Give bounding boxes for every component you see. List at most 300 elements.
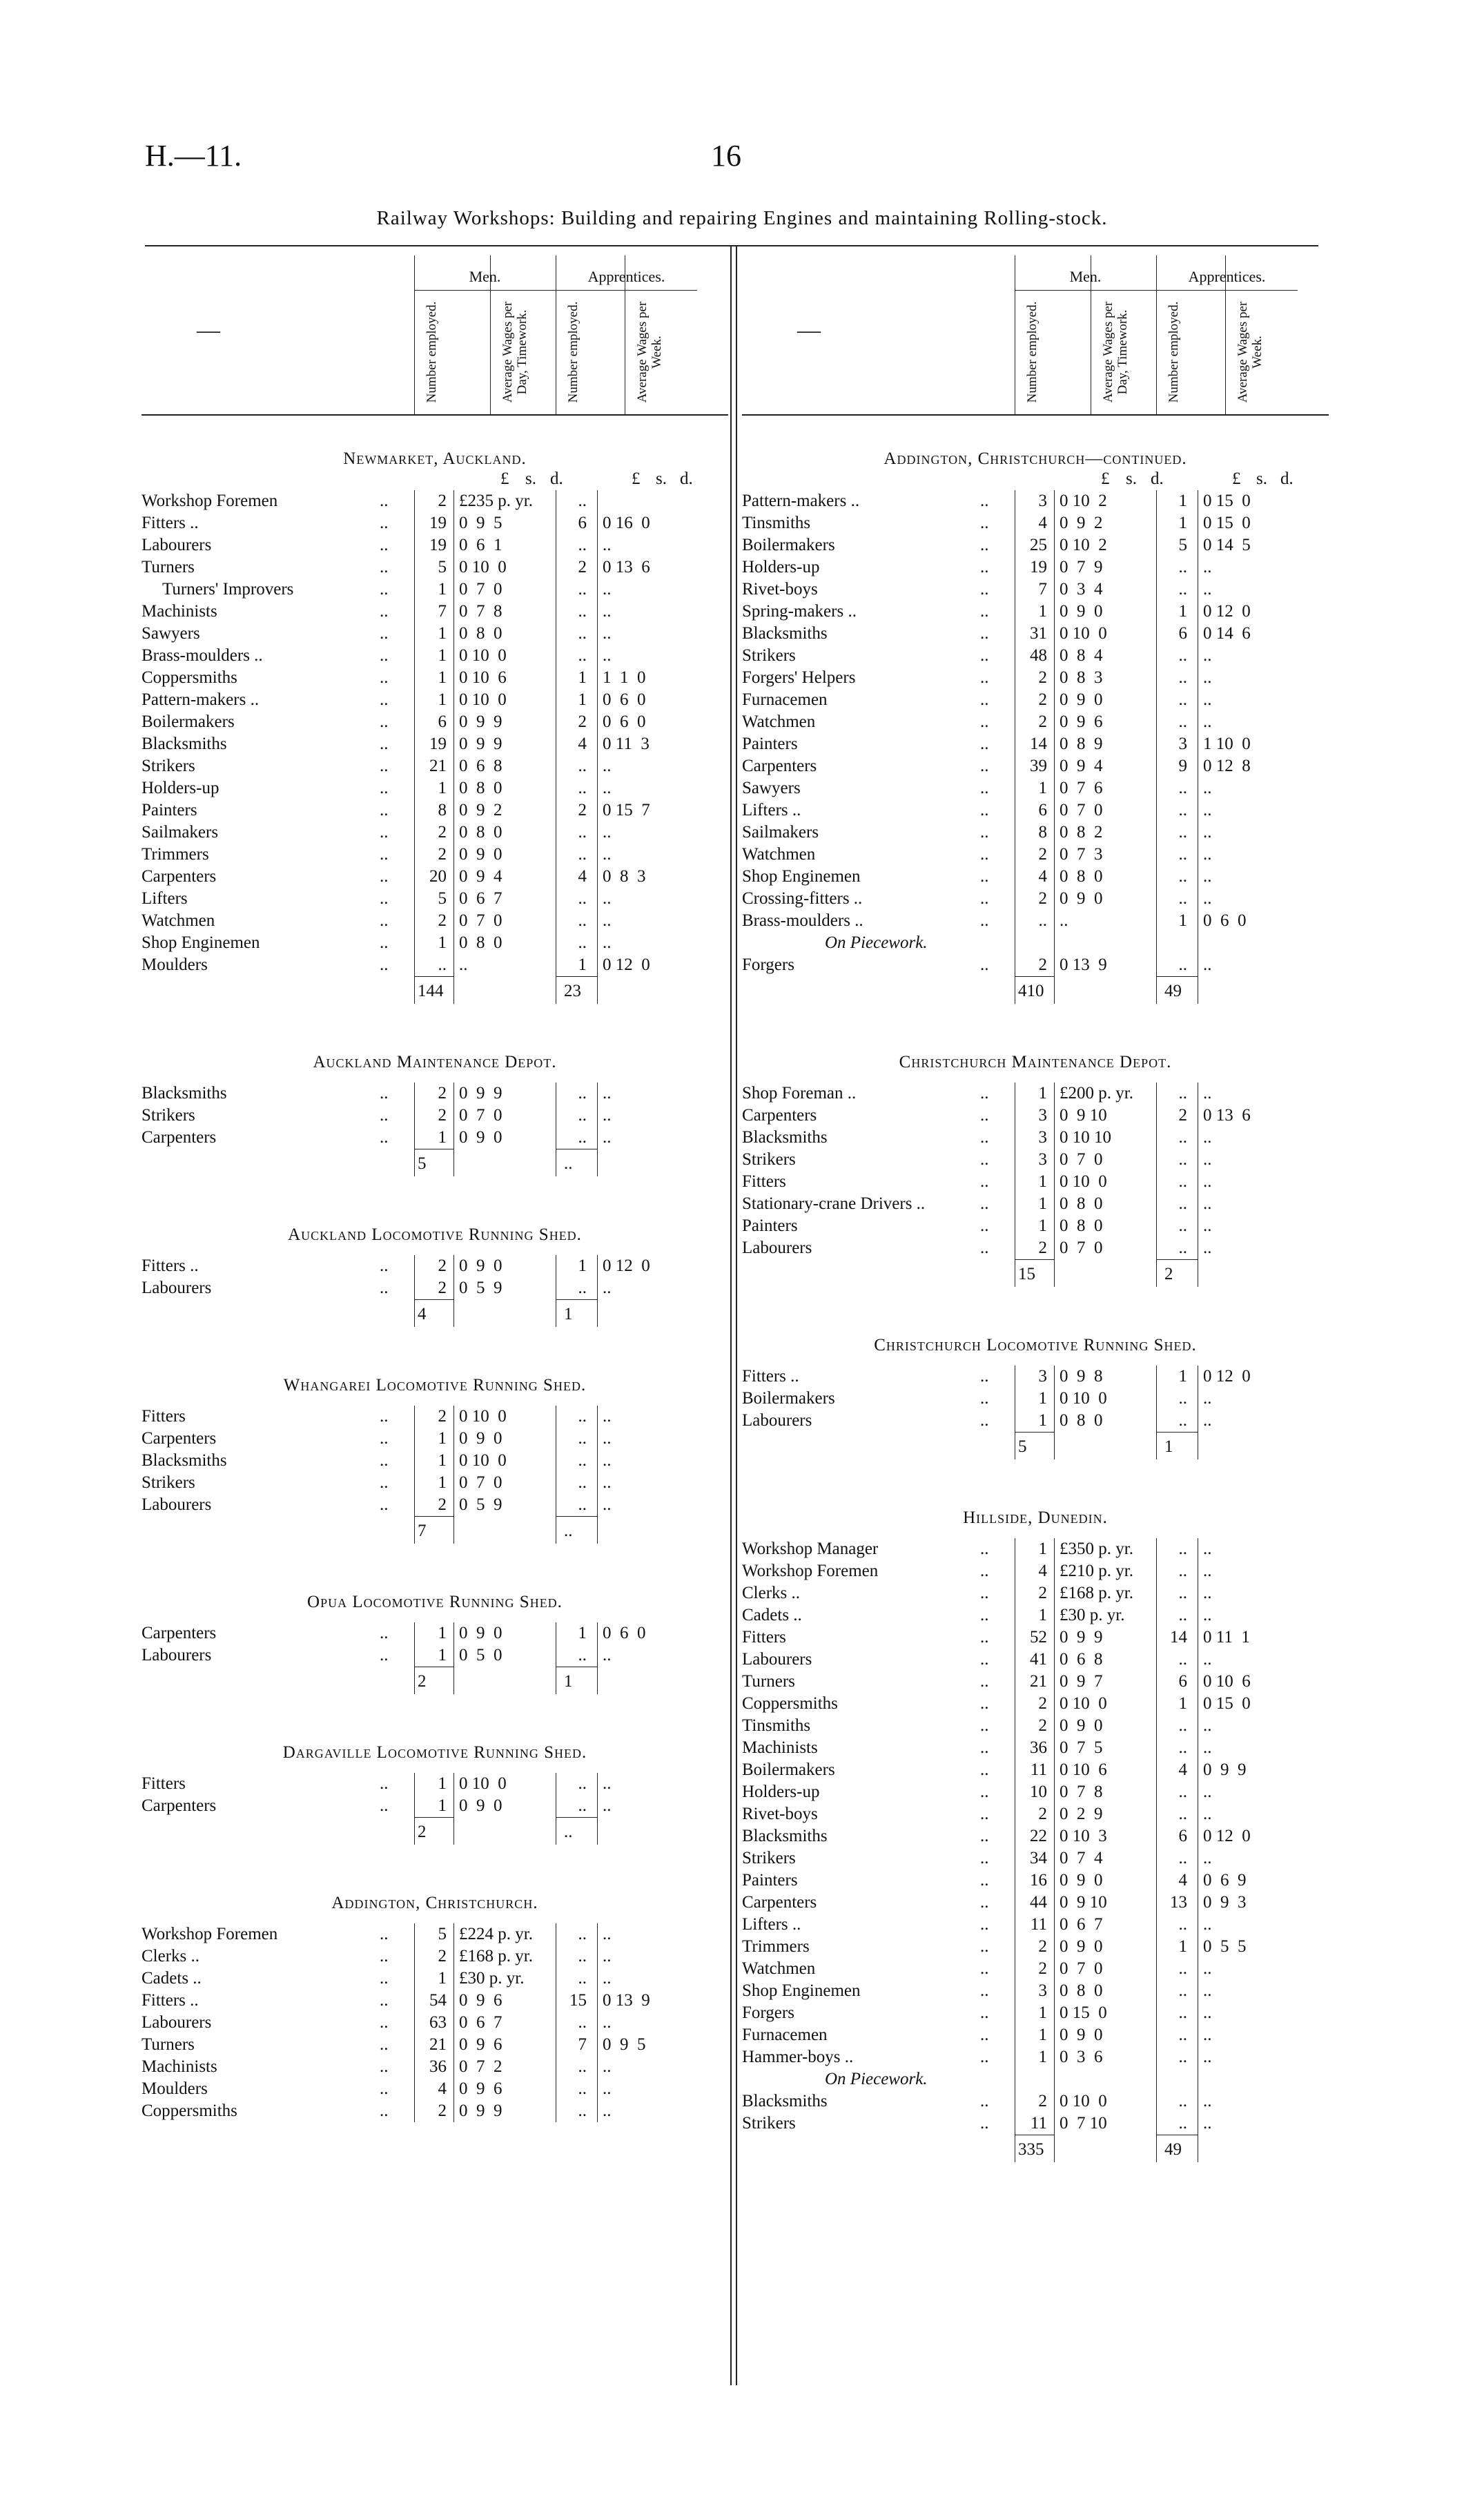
occupation: Crossing-fitters .. <box>742 889 863 908</box>
units-row <box>141 469 728 490</box>
leader-dots: .. <box>380 558 389 576</box>
total-men: 2 <box>418 1823 427 1841</box>
table-row <box>742 1410 1329 1432</box>
apprentice-wage: .. <box>603 1407 612 1426</box>
apprentice-wage: 0 6 9 <box>1203 1871 1247 1890</box>
apprentice-wage: .. <box>1203 1805 1212 1823</box>
occupation: Lifters .. <box>742 801 801 819</box>
table-row <box>141 1255 728 1277</box>
table-row <box>742 645 1329 667</box>
leader-dots: .. <box>380 933 389 952</box>
men-wage: 0 9 0 <box>1060 1937 1103 1956</box>
section-right-1 <box>742 1052 1329 1292</box>
total-rule <box>1156 1432 1198 1433</box>
table-row <box>141 1622 728 1644</box>
apprentice-number: .. <box>1178 558 1187 576</box>
apprentice-number: .. <box>1178 955 1187 974</box>
men-number: 5 <box>438 889 447 908</box>
occupation: Pattern-makers .. <box>141 690 260 709</box>
occupation: Carpenters <box>141 1128 217 1147</box>
column-header <box>742 255 1329 416</box>
men-number: 63 <box>429 2013 447 2032</box>
leader-dots: .. <box>980 867 989 886</box>
total-men: 144 <box>418 982 444 1000</box>
header-num_emp: Number employed. <box>424 301 439 403</box>
apprentice-number: .. <box>578 1084 587 1103</box>
column-divider-2 <box>736 245 737 2385</box>
men-wage: 0 9 9 <box>459 735 502 753</box>
apprentice-wage: .. <box>603 1796 612 1815</box>
apprentice-number: .. <box>578 1429 587 1448</box>
leader-dots: .. <box>980 624 989 643</box>
men-wage: £235 p. yr. <box>459 492 533 510</box>
men-number: 11 <box>1030 1915 1047 1934</box>
table-row <box>141 2034 728 2056</box>
men-wage: 0 7 4 <box>1060 1849 1103 1867</box>
leader-dots: .. <box>380 1084 389 1103</box>
table-row <box>742 799 1329 822</box>
men-wage: 0 7 10 <box>1060 2114 1107 2133</box>
men-wage: 0 6 7 <box>459 889 502 908</box>
occupation: Sailmakers <box>141 823 219 842</box>
men-wage: 0 9 0 <box>459 1429 502 1448</box>
apprentice-number: 1 <box>578 1624 587 1642</box>
apprentice-wage: .. <box>1203 955 1212 974</box>
occupation: Boilermakers <box>742 536 835 554</box>
table-row <box>141 1494 728 1516</box>
men-wage: 0 7 0 <box>1060 1239 1103 1257</box>
leader-dots: .. <box>380 1256 389 1275</box>
apprentice-wage: .. <box>603 1925 612 1943</box>
total-men: 410 <box>1018 982 1044 1000</box>
men-number: 1 <box>1038 1084 1047 1103</box>
leader-dots: .. <box>380 646 389 665</box>
table-row <box>742 512 1329 534</box>
occupation: Fitters <box>141 1407 186 1426</box>
occupation: Blacksmiths <box>742 2092 828 2110</box>
apprentice-wage: 0 6 0 <box>603 712 646 731</box>
section-total <box>141 1667 728 1700</box>
column-divider <box>730 245 732 2385</box>
header-rule <box>1015 290 1298 291</box>
total-rule <box>414 1516 453 1517</box>
men-wage: 0 5 9 <box>459 1495 502 1514</box>
leader-dots: .. <box>980 2114 989 2133</box>
apprentice-number: .. <box>1178 823 1187 842</box>
leader-dots: .. <box>980 558 989 576</box>
occupation: Workshop Foremen <box>742 1562 879 1580</box>
table-row <box>141 1406 728 1428</box>
men-wage: 0 3 4 <box>1060 580 1103 599</box>
page-number: 16 <box>711 139 741 173</box>
men-number: 2 <box>1038 668 1047 687</box>
apprentice-wage: .. <box>603 2013 612 2032</box>
header-num_emp: Number employed. <box>1025 301 1039 403</box>
unit-d: d. <box>550 469 563 488</box>
occupation: Holders-up <box>742 558 820 576</box>
section-left-3 <box>141 1375 728 1549</box>
men-number: .. <box>1038 911 1047 930</box>
men-wage: 0 9 0 <box>1060 1716 1103 1735</box>
apprentice-wage: .. <box>603 1495 612 1514</box>
apprentice-number: .. <box>1178 580 1187 599</box>
men-wage: 0 7 8 <box>1060 1783 1103 1801</box>
table-row <box>141 1277 728 1299</box>
men-wage: 0 7 9 <box>1060 558 1103 576</box>
men-wage: 0 10 0 <box>459 1774 507 1793</box>
total-rule <box>556 1299 597 1300</box>
leader-dots: .. <box>380 823 389 842</box>
occupation: Coppersmiths <box>742 1694 838 1713</box>
apprentice-number: 1 <box>1178 1694 1187 1713</box>
apprentice-number: .. <box>578 2079 587 2098</box>
apprentice-number: .. <box>578 1646 587 1664</box>
table-row <box>742 1149 1329 1171</box>
occupation: Painters <box>742 1216 798 1235</box>
apprentice-number: 2 <box>578 801 587 819</box>
table-row <box>141 932 728 954</box>
apprentice-number: .. <box>578 646 587 665</box>
men-wage: 0 10 0 <box>459 646 507 665</box>
apprentice-number: .. <box>1178 1959 1187 1978</box>
apprentice-number: .. <box>1178 646 1187 665</box>
header-avg_day: Average Wages per Day, Timework. <box>500 301 529 403</box>
men-number: 2 <box>438 1106 447 1125</box>
leader-dots: .. <box>980 1239 989 1257</box>
men-number: 19 <box>429 514 447 532</box>
section-total <box>742 1259 1329 1292</box>
leader-dots: .. <box>980 1981 989 2000</box>
apprentice-number: 1 <box>1178 911 1187 930</box>
leader-dots: .. <box>380 845 389 864</box>
men-number: 21 <box>429 757 447 775</box>
top-rule <box>145 245 1318 246</box>
section-total <box>141 1149 728 1182</box>
men-number: 1 <box>438 1451 447 1470</box>
table-row <box>742 866 1329 888</box>
men-wage: 0 13 9 <box>1060 955 1107 974</box>
apprentice-number: 2 <box>1178 1106 1187 1125</box>
occupation: Fitters <box>141 1774 186 1793</box>
header-apprentices: Apprentices. <box>1188 268 1266 285</box>
table-row <box>742 1671 1329 1693</box>
occupation: Sailmakers <box>742 823 819 842</box>
table-row <box>742 777 1329 799</box>
men-number: 25 <box>1030 536 1047 554</box>
men-number: 6 <box>438 712 447 731</box>
men-number: 52 <box>1030 1628 1047 1647</box>
apprentice-wage: .. <box>1203 1584 1212 1602</box>
leader-dots: .. <box>980 1672 989 1691</box>
section-rule <box>1054 1538 1055 2162</box>
apprentice-wage: .. <box>1203 2048 1212 2066</box>
occupation: Cadets .. <box>141 1969 202 1988</box>
table-row <box>742 888 1329 910</box>
leader-dots: .. <box>380 1624 389 1642</box>
leader-dots: .. <box>980 1411 989 1430</box>
apprentice-number: .. <box>578 2013 587 2032</box>
men-wage: 0 7 0 <box>1060 1150 1103 1169</box>
apprentice-number: 1 <box>1178 514 1187 532</box>
table-row <box>742 2046 1329 2068</box>
leader-dots: .. <box>980 602 989 621</box>
section-spacer <box>141 1073 728 1083</box>
section-rule <box>1156 1083 1157 1287</box>
apprentice-wage: .. <box>1203 1738 1212 1757</box>
section-rule <box>597 490 598 1004</box>
occupation: Blacksmiths <box>742 1128 828 1147</box>
table-row <box>742 1127 1329 1149</box>
men-number: 3 <box>1038 492 1047 510</box>
men-wage: 0 7 0 <box>1060 1959 1103 1978</box>
occupation: Fitters .. <box>141 514 199 532</box>
men-wage: 0 5 9 <box>459 1279 502 1297</box>
apprentice-wage: 0 16 0 <box>603 514 650 532</box>
leader-dots: .. <box>980 1915 989 1934</box>
leader-dots: .. <box>380 514 389 532</box>
apprentice-wage: .. <box>603 2101 612 2120</box>
section-right-0 <box>742 449 1329 1009</box>
apprentice-wage: .. <box>1203 1849 1212 1867</box>
apprentice-number: 6 <box>1178 1827 1187 1845</box>
men-number: 44 <box>1030 1893 1047 1912</box>
leader-dots: .. <box>980 536 989 554</box>
men-number: 2 <box>1038 1694 1047 1713</box>
men-number: 1 <box>438 646 447 665</box>
men-number: 1 <box>438 668 447 687</box>
men-wage: 0 10 0 <box>459 690 507 709</box>
section-total <box>141 976 728 1009</box>
table-row <box>742 579 1329 601</box>
men-wage: 0 7 0 <box>459 911 502 930</box>
leader-dots: .. <box>980 1738 989 1757</box>
apprentice-wage: .. <box>603 845 612 864</box>
table-row <box>141 689 728 711</box>
apprentice-number: 6 <box>578 514 587 532</box>
apprentice-wage: .. <box>603 779 612 797</box>
men-number: 54 <box>429 1991 447 2010</box>
apprentice-number: .. <box>578 536 587 554</box>
header-dash: — <box>197 318 220 343</box>
table-row <box>742 1715 1329 1737</box>
men-wage: 0 9 7 <box>1060 1672 1103 1691</box>
apprentice-number: .. <box>1178 690 1187 709</box>
men-wage: 0 9 0 <box>1060 1871 1103 1890</box>
occupation: Trimmers <box>141 845 209 864</box>
apprentice-wage: 0 11 3 <box>603 735 650 753</box>
leader-dots: .. <box>980 1584 989 1602</box>
table-row <box>742 1870 1329 1892</box>
occupation: Fitters .. <box>141 1256 199 1275</box>
subheading: On Piecework. <box>825 2070 928 2088</box>
men-number: 36 <box>429 2057 447 2076</box>
table-row <box>742 1693 1329 1715</box>
unit-d: d. <box>1151 469 1164 488</box>
leader-dots: .. <box>980 1937 989 1956</box>
apprentice-wage: .. <box>603 1473 612 1492</box>
total-rule <box>556 1516 597 1517</box>
apprentice-wage: .. <box>1203 712 1212 731</box>
occupation: Spring-makers .. <box>742 602 857 621</box>
apprentice-number: 2 <box>578 712 587 731</box>
apprentice-wage: .. <box>603 1106 612 1125</box>
section-spacer <box>742 1528 1329 1538</box>
men-wage: 0 7 3 <box>1060 845 1103 864</box>
apprentice-number: .. <box>578 1947 587 1965</box>
men-number: 2 <box>438 492 447 510</box>
section-spacer <box>742 1356 1329 1366</box>
section-total <box>141 1299 728 1332</box>
occupation: Blacksmiths <box>141 1451 227 1470</box>
total-men: 335 <box>1018 2140 1044 2159</box>
leader-dots: .. <box>380 1279 389 1297</box>
men-number: 1 <box>438 1774 447 1793</box>
header-men: Men. <box>469 268 501 285</box>
men-wage: 0 8 0 <box>459 779 502 797</box>
section-total <box>742 1432 1329 1465</box>
leader-dots: .. <box>980 1760 989 1779</box>
men-number: 1 <box>438 1969 447 1988</box>
men-wage: 0 9 9 <box>459 2101 502 2120</box>
table-row <box>742 1803 1329 1825</box>
men-wage: 0 9 8 <box>1060 1367 1103 1386</box>
leader-dots: .. <box>980 1606 989 1624</box>
apprentice-wage: .. <box>603 602 612 621</box>
table-row <box>742 1193 1329 1215</box>
men-wage: 0 9 0 <box>1060 2026 1103 2044</box>
apprentice-number: .. <box>578 779 587 797</box>
apprentice-wage: .. <box>603 1279 612 1297</box>
table-row <box>141 777 728 799</box>
apprentice-number: .. <box>1178 2092 1187 2110</box>
men-number: 4 <box>1038 1562 1047 1580</box>
apprentice-number: 1 <box>578 668 587 687</box>
occupation: Painters <box>742 1871 798 1890</box>
men-number: 1 <box>438 1646 447 1664</box>
men-number: 34 <box>1030 1849 1047 1867</box>
column-header <box>141 255 728 416</box>
leader-dots: .. <box>380 492 389 510</box>
total-rule <box>1156 976 1198 977</box>
table-row <box>141 910 728 932</box>
apprentice-number: 2 <box>578 558 587 576</box>
occupation: Trimmers <box>742 1937 810 1956</box>
men-wage: 0 9 0 <box>1060 690 1103 709</box>
leader-dots: .. <box>380 1991 389 2010</box>
occupation: Forgers <box>742 955 794 974</box>
apprentice-number: 14 <box>1170 1628 1187 1647</box>
leader-dots: .. <box>980 889 989 908</box>
men-number: 1 <box>1038 602 1047 621</box>
table-row <box>742 1825 1329 1847</box>
occupation: Boilermakers <box>742 1389 835 1408</box>
apprentice-number: 3 <box>1178 735 1187 753</box>
total-rule <box>556 976 597 977</box>
apprentice-wage: .. <box>1203 1716 1212 1735</box>
men-number: 41 <box>1030 1650 1047 1669</box>
apprentice-number: .. <box>578 1925 587 1943</box>
occupation: Fitters .. <box>742 1367 799 1386</box>
apprentice-wage: 0 14 6 <box>1203 624 1251 643</box>
apprentice-wage: .. <box>603 757 612 775</box>
men-wage: 0 6 7 <box>459 2013 502 2032</box>
occupation: Tinsmiths <box>742 514 811 532</box>
men-number: 5 <box>438 558 447 576</box>
leader-dots: .. <box>380 2057 389 2076</box>
apprentice-number: 6 <box>1178 1672 1187 1691</box>
apprentice-wage: 0 12 8 <box>1203 757 1251 775</box>
occupation: Strikers <box>742 1849 796 1867</box>
leader-dots: .. <box>380 1969 389 1988</box>
table-row <box>141 2012 728 2034</box>
occupation: Sawyers <box>742 779 801 797</box>
men-number: 7 <box>438 602 447 621</box>
total-rule <box>556 1817 597 1818</box>
table-row <box>742 1237 1329 1259</box>
men-number: 3 <box>1038 1150 1047 1169</box>
men-wage: 0 9 6 <box>1060 712 1103 731</box>
men-wage: 0 10 0 <box>1060 1694 1107 1713</box>
men-wage: 0 8 0 <box>1060 1194 1103 1213</box>
occupation: Stationary-crane Drivers .. <box>742 1194 926 1213</box>
apprentice-wage: .. <box>1203 1783 1212 1801</box>
table-row <box>141 1428 728 1450</box>
apprentice-number: .. <box>1178 1783 1187 1801</box>
leader-dots: .. <box>980 1849 989 1867</box>
apprentice-number: 7 <box>578 2035 587 2054</box>
men-number: 11 <box>1030 2114 1047 2133</box>
occupation: Clerks .. <box>141 1947 200 1965</box>
apprentice-number: .. <box>578 757 587 775</box>
occupation: Rivet-boys <box>742 580 818 599</box>
apprentice-wage: .. <box>603 1646 612 1664</box>
section-title: Christchurch Maintenance Depot. <box>899 1053 1172 1071</box>
section-left-5 <box>141 1742 728 1850</box>
apprentice-wage: 0 14 5 <box>1203 536 1251 554</box>
men-wage: 0 10 0 <box>459 1407 507 1426</box>
men-number: 1 <box>1038 1540 1047 1558</box>
table-row <box>742 1958 1329 1980</box>
men-number: 3 <box>1038 1367 1047 1386</box>
apprentice-wage: .. <box>1203 558 1212 576</box>
apprentice-wage: .. <box>1203 1128 1212 1147</box>
table-row <box>742 1366 1329 1388</box>
leader-dots: .. <box>380 1407 389 1426</box>
men-number: 4 <box>1038 514 1047 532</box>
table-row <box>141 1945 728 1968</box>
leader-dots: .. <box>380 1925 389 1943</box>
men-number: 31 <box>1030 624 1047 643</box>
table-row <box>141 2078 728 2100</box>
occupation: Furnacemen <box>742 2026 828 2044</box>
table-row <box>742 1083 1329 1105</box>
total-men: 15 <box>1018 1265 1035 1283</box>
men-number: 1 <box>1038 1389 1047 1408</box>
total-rule <box>414 976 453 977</box>
men-number: 21 <box>1030 1672 1047 1691</box>
apprentice-wage: .. <box>1203 1084 1212 1103</box>
leader-dots: .. <box>980 1172 989 1191</box>
table-row <box>742 1582 1329 1604</box>
apprentice-number: .. <box>1178 2114 1187 2133</box>
apprentice-wage: 0 5 5 <box>1203 1937 1247 1956</box>
men-wage: 0 8 2 <box>1060 823 1103 842</box>
table-row <box>141 1773 728 1795</box>
leader-dots: .. <box>980 1871 989 1890</box>
table-row <box>742 2024 1329 2046</box>
apprentice-number: .. <box>578 1451 587 1470</box>
men-number: 1 <box>1038 2003 1047 2022</box>
